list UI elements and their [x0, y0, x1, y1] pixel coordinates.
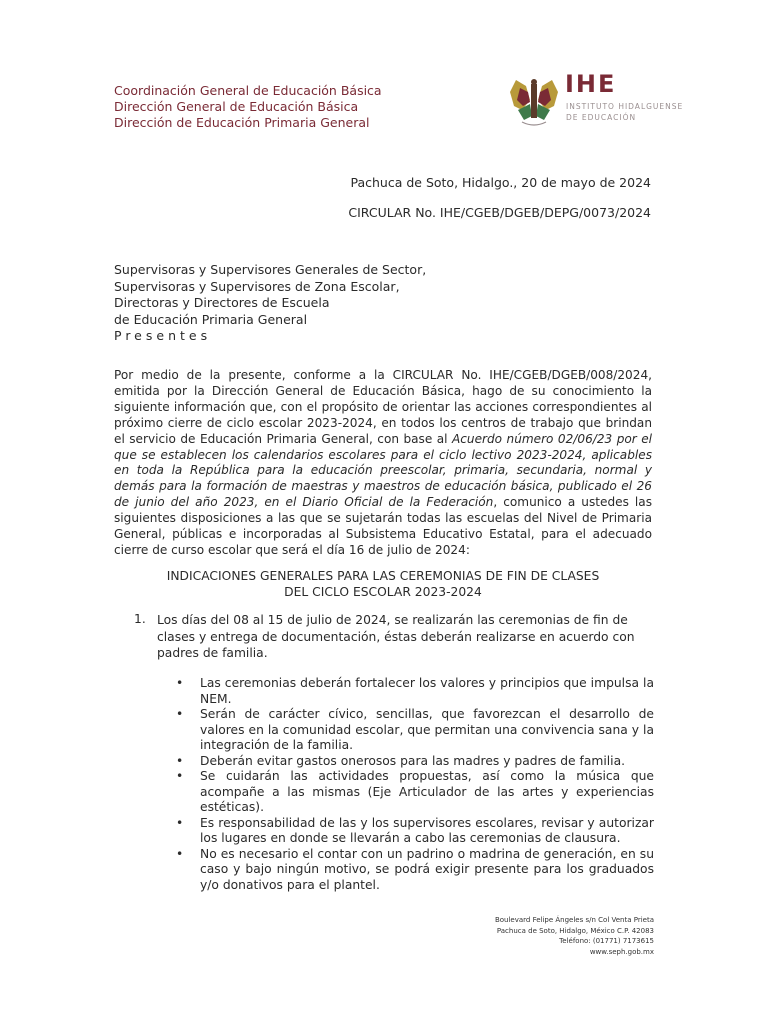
bullet-icon: • — [176, 676, 184, 690]
bullet-icon: • — [176, 769, 184, 783]
section-title — [114, 569, 652, 600]
addressees — [114, 262, 534, 345]
footer-line-1: Boulevard Felipe Ángeles s/n Col Venta Prieta — [494, 916, 654, 924]
ihe-logo-subtitle — [566, 101, 706, 123]
org-line-1: Coordinación General de Educación Básica — [114, 83, 382, 98]
list-item — [172, 707, 654, 754]
list-item — [172, 676, 654, 707]
section-title-line-1: INDICACIONES GENERALES PARA LAS CEREMONIAS DE FIN DE CLASES — [166, 569, 600, 583]
date-line: Pachuca de Soto, Hidalgo., 20 de mayo de 2024 — [350, 175, 651, 190]
addressee-line-2: Supervisoras y Supervisores de Zona Escolar, — [114, 278, 400, 294]
header-organization — [114, 83, 434, 131]
org-line-3: Dirección de Educación Primaria General — [114, 115, 370, 130]
ihe-logo-text: IHE — [565, 70, 617, 98]
org-line-2: Dirección General de Educación Básica — [114, 99, 359, 114]
addressee-line-1: Supervisoras y Supervisores Generales de Sector, — [114, 262, 427, 277]
circular-number: CIRCULAR No. IHE/CGEB/DGEB/DEPG/0073/2024 — [348, 205, 651, 220]
item-text: Los días del 08 al 15 de julio de 2024, se realizarán las ceremonias de fin de clases y entrega de documentación, éstas deberán realizarse en acuerdo con padres de familia. — [157, 613, 635, 660]
body-text-italic-acuerdo: Acuerdo número 02/06/23 por el que se establecen los calendarios escolares para el ciclo lectivo 2023-2024, aplicables en toda la República para la educación preescolar, primaria, secundaria, normal y demás para la formación de maestras y maestros de educación básica, publicado el 26 de junio del año 2023, en el Diario Oficial de la Federación — [114, 431, 653, 510]
ihe-logo — [508, 70, 708, 130]
body-text-part-2: , comunico a ustedes las siguientes disposiciones a las que se sujetarán todas las escuelas del Nivel de Primaria General, públicas e incorporadas al Subsistema Educativo Estatal, para el adecuado cierre de curso escolar que será el día 16 de julio de 2024: — [114, 495, 652, 557]
addressee-line-3: Directoras y Directores de Escuela — [114, 295, 330, 310]
bullet-text: Deberán evitar gastos onerosos para las madres y padres de familia. — [200, 753, 626, 768]
ihe-emblem-icon — [508, 70, 560, 128]
bullet-text: No es necesario el contar con un padrino o madrina de generación, en su caso y bajo ningún motivo, se podrá exigir presente para los graduados y/o donativos para el plantel. — [200, 846, 654, 892]
bullet-list — [172, 676, 654, 893]
item-number: 1. — [134, 612, 146, 626]
section-title-line-2: DEL CICLO ESCOLAR 2023-2024 — [284, 584, 482, 599]
list-item — [172, 769, 654, 816]
bullet-text: Se cuidarán las actividades propuestas, así como la música que acompañe a las mismas (Eje Articulador de las artes y experiencias estéticas). — [200, 769, 654, 814]
body-text-part-1: Por medio de la presente, conforme a la CIRCULAR No. IHE/CGEB/DGEB/008/2024, emitida por la Dirección General de Educación Básica, hago de su conocimiento la siguiente información que, con el propósito de orientar las acciones correspondientes al próximo cierre de ciclo escolar 2023-2024, en todos los centros de trabajo que brindan el servicio de Educación Primaria General, con base al — [114, 368, 652, 446]
bullet-icon: • — [176, 846, 184, 861]
footer-line-2: Pachuca de Soto, Hidalgo, México C.P. 42083 — [496, 926, 654, 935]
addressee-line-4: de Educación Primaria General — [114, 311, 308, 327]
list-item — [172, 847, 654, 894]
bullet-text: Serán de carácter cívico, sencillas, que favorezcan el desarrollo de valores en la comunidad escolar, que permitan una convivencia sana y la integración de la familia. — [200, 707, 654, 752]
footer-address — [404, 915, 654, 957]
bullet-text: Es responsabilidad de las y los supervisores escolares, revisar y autorizar los lugares en donde se llevarán a cabo las ceremonias de clausura. — [200, 815, 654, 845]
bullet-icon: • — [176, 753, 184, 768]
logo-sub-line-1: INSTITUTO HIDALGUENSE — [566, 102, 684, 111]
bullet-icon: • — [176, 707, 184, 721]
bullet-text: Las ceremonias deberán fortalecer los valores y principios que impulsa la NEM. — [200, 676, 654, 706]
footer-line-3: Teléfono: (01771) 7173615 — [559, 937, 654, 945]
list-item — [172, 754, 654, 770]
footer-website-link[interactable]: www.seph.gob.mx — [589, 947, 654, 956]
body-paragraph — [114, 368, 652, 559]
bullet-icon: • — [176, 815, 184, 830]
presentes: Presentes — [114, 328, 212, 343]
list-item — [172, 816, 654, 847]
logo-sub-line-2: DE EDUCACIÓN — [566, 113, 637, 122]
